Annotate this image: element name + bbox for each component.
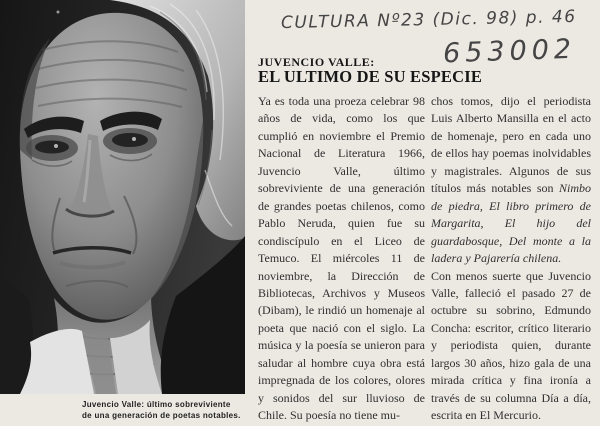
- photo-caption: [82, 399, 252, 421]
- article-paragraph: chos tomos, dijo el periodista Luis Alberto Mansilla en el acto de homenaje, pero en cada uno de ellos hay poemas inolvidables y magistrales. Algunos de sus títulos más notables son Nimbo de piedra, El libro primero de Margarita, El hijo del guardabosque, Del monte a la ladera y Pajarería chilena.: [431, 94, 591, 266]
- photo-caption-line1: Juvencio Valle: último sobreviviente: [82, 400, 231, 409]
- headline-kicker: JUVENCIO VALLE:: [258, 55, 375, 69]
- article-paragraph: Ya es toda una proeza celebrar 98 años de vida, como los que cumplió en noviembre el Premio Nacional de Literatura 1966, Juvencio Valle, último sobreviviente de una generación de grandes poetas chilenos, como Pablo Neruda, quien fue su condiscípulo en el Liceo de Temuco. El miércoles 11 de noviembre, la Dirección de Bibliotecas, Archivos y Museos (Dibam), le rindió un homenaje al poeta que nació con el siglo. La música y la poesía se unieron para saludar al hombre cuya obra está impregnada de los colores, olores y sonidos del sur lluvioso de Chile. Su poesía no tiene mu-: [258, 94, 425, 423]
- portrait-photo: [0, 0, 245, 394]
- handwritten-annotation: CULTURA Nº23 (Dic. 98) p. 46: [280, 6, 577, 34]
- article-column-left: [258, 93, 425, 425]
- photo-caption-line2: de una generación de poetas notables.: [82, 411, 241, 420]
- article-headline: EL ULTIMO DE SU ESPECIE: [258, 67, 483, 86]
- article-paragraph: Con menos suerte que Juvencio Valle, falleció el pasado 27 de octubre su sobrino, Edmundo Concha: escritor, crítico literario y periodista quien, durante largos 30 años, hizo gala de una mirada crítica y fina ironía a través de su columna Día a día, escrita en El Mercurio.: [431, 268, 591, 423]
- handwritten-catalog-number: 653002: [442, 33, 577, 70]
- article-column-right: [431, 93, 591, 425]
- portrait-illustration: [0, 0, 245, 394]
